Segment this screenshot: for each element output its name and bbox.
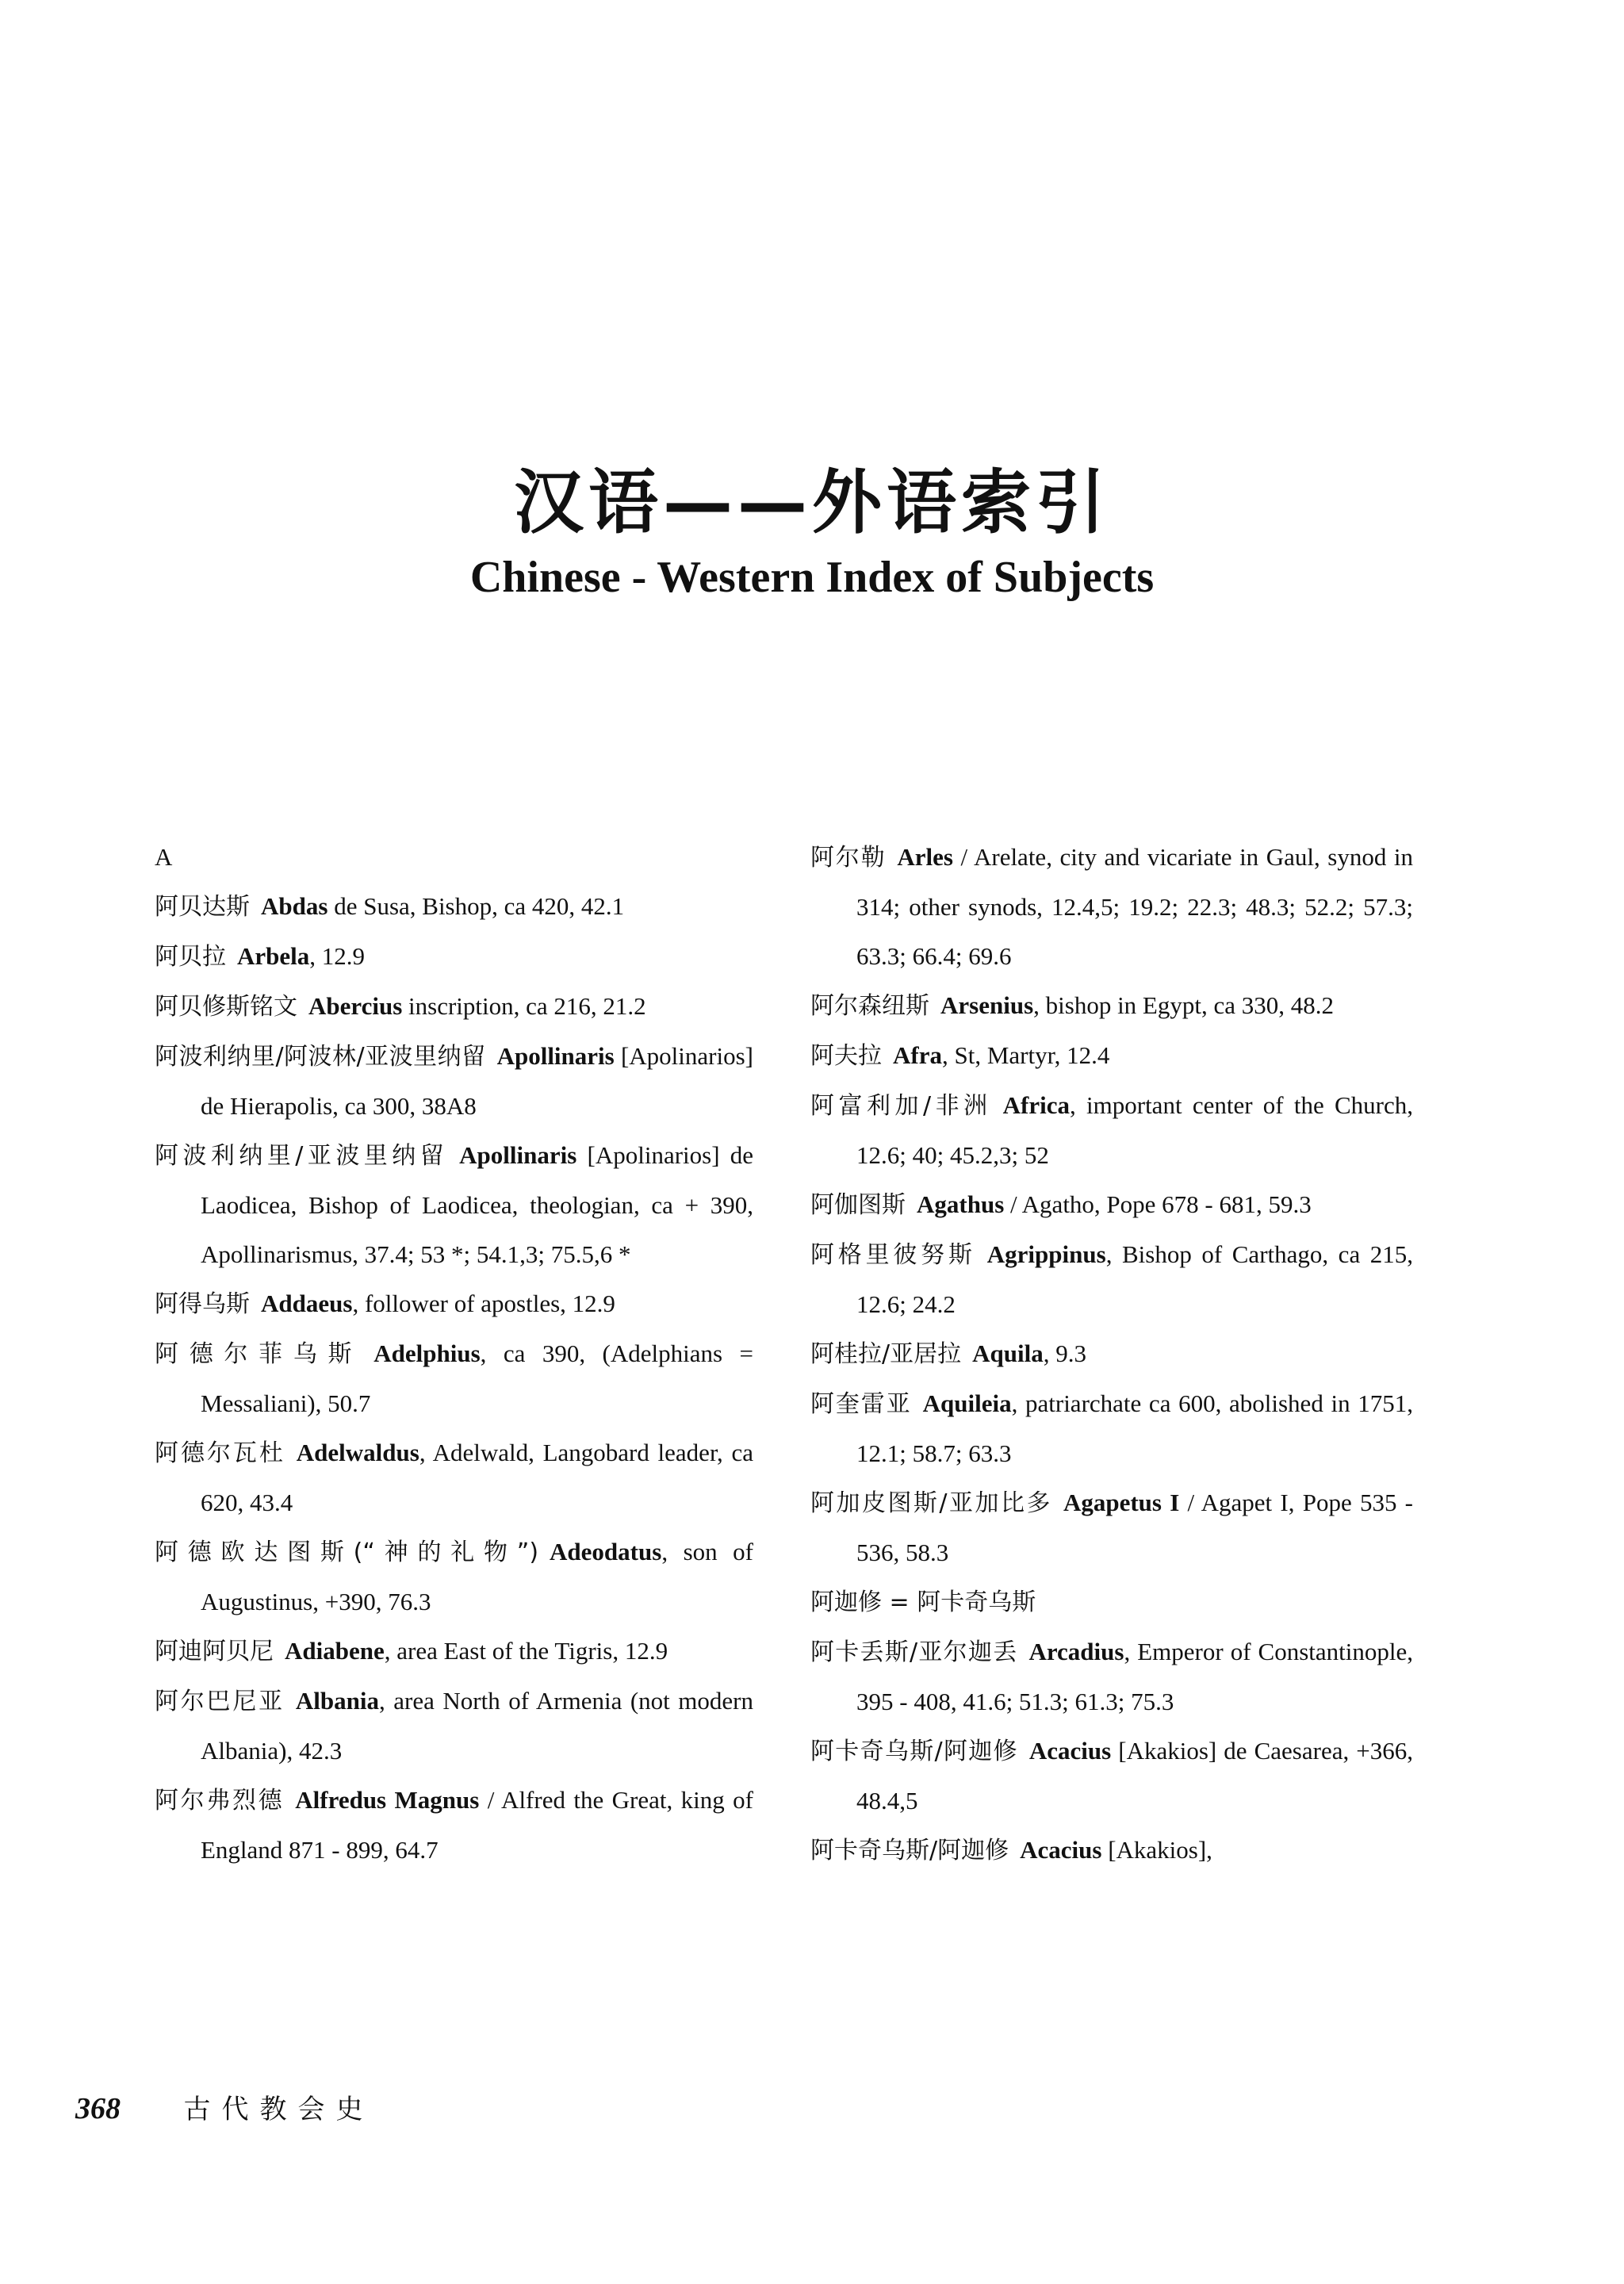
entry-chinese-term: 阿伽图斯 — [810, 1191, 906, 1219]
entry-western-term: Adeodatus — [550, 1538, 662, 1565]
entry-western-term: Albania — [295, 1687, 379, 1715]
entry-chinese-term: 阿波利纳里/阿波林/亚波里纳留 — [155, 1043, 486, 1071]
entry-details: / Agatho, Pope 678 - 681, 59.3 — [1004, 1190, 1312, 1218]
entry-western-term: Arbela — [237, 942, 310, 970]
entry-chinese-term: 阿加皮图斯/亚加比多 — [810, 1489, 1052, 1517]
entry-details: , 9.3 — [1043, 1339, 1086, 1367]
entry-chinese-term: 阿桂拉/亚居拉 — [810, 1340, 962, 1368]
entry-details: / Agapet I, Pope 535 - 536, 58.3 — [856, 1489, 1413, 1566]
index-entry — [810, 1329, 1413, 1379]
entry-western-term: Aquileia — [922, 1389, 1012, 1417]
index-entry — [810, 1478, 1413, 1577]
entry-details: [Apolinarios] de Hierapolis, ca 300, 38A8 — [201, 1042, 753, 1120]
entry-western-term: Arles — [897, 843, 953, 871]
index-column-left — [155, 833, 753, 1875]
section-letter: A — [155, 843, 173, 871]
entry-western-term: Abercius — [308, 992, 403, 1020]
entry-chinese-term: 阿尔巴尼亚 — [155, 1688, 285, 1715]
page-footer — [75, 2094, 374, 2124]
entry-details: , ca 390, (Adelphians = Messaliani), 50.7 — [201, 1339, 754, 1417]
entry-western-term: Apollinaris — [496, 1042, 615, 1070]
entry-western-term: Acacius — [1028, 1737, 1112, 1765]
entry-chinese-term: 阿波利纳里/亚波里纳留 — [155, 1142, 449, 1170]
entry-details: / Arelate, city and vicariate in Gaul, synod in 314; other synods, 12.4,5; 19.2; 22.3; 48.3; 52.2; 57.3; 63.3; 66.4; 69.6 — [856, 843, 1414, 970]
entry-chinese-term: 阿德欧达图斯(“神的礼物”) — [155, 1539, 539, 1566]
entry-details: , follower of apostles, 12.9 — [352, 1290, 615, 1317]
entry-western-term: Apollinaris — [459, 1141, 577, 1169]
book-title: 古代教会史 — [183, 2094, 374, 2125]
index-entry — [810, 1577, 1413, 1627]
entry-western-term: Agapetus I — [1063, 1489, 1180, 1516]
entry-details: , Adelwald, Langobard leader, ca 620, 43.4 — [201, 1439, 754, 1516]
entry-details: , area East of the Tigris, 12.9 — [384, 1637, 668, 1665]
entry-western-term: Africa — [1002, 1091, 1071, 1119]
entry-details: inscription, ca 216, 21.2 — [402, 992, 646, 1020]
entry-chinese-term: 阿富利加/非洲 — [810, 1092, 992, 1120]
index-entry — [810, 1726, 1413, 1826]
page-title-english: Chinese - Western Index of Subjects — [469, 553, 1155, 602]
index-entry — [155, 882, 753, 932]
page-title-chinese: 汉语——外语索引 — [513, 462, 1110, 543]
entry-chinese-term: 阿迦修 = 阿卡奇乌斯 — [810, 1588, 1036, 1616]
index-entry — [155, 1677, 753, 1776]
entry-western-term: Agrippinus — [986, 1240, 1106, 1268]
entry-western-term: Arcadius — [1028, 1638, 1124, 1665]
index-entry — [155, 1627, 753, 1677]
index-entry — [810, 833, 1413, 981]
entry-details: , patriarchate ca 600, abolished in 1751, 12.1; 58.7; 63.3 — [856, 1389, 1413, 1467]
index-entry — [810, 1031, 1413, 1081]
entry-chinese-term: 阿贝拉 — [155, 943, 226, 971]
index-entry — [155, 932, 753, 982]
index-entry — [810, 1379, 1413, 1478]
entry-western-term: Adelwaldus — [296, 1439, 419, 1466]
index-entry — [155, 1428, 753, 1527]
index-entry — [155, 1776, 753, 1875]
entry-details: [Akakios] de Caesarea, +366, 48.4,5 — [856, 1737, 1414, 1815]
entry-details: de Susa, Bishop, ca 420, 42.1 — [327, 892, 625, 920]
page-number: 368 — [75, 2092, 121, 2125]
entry-chinese-term: 阿迪阿贝尼 — [155, 1638, 274, 1665]
index-entry — [810, 1826, 1413, 1876]
entry-western-term: Adiabene — [285, 1637, 385, 1665]
entry-details: , Emperor of Constantinople, 395 - 408, 41.6; 51.3; 61.3; 75.3 — [856, 1638, 1413, 1715]
entry-details: , important center of the Church, 12.6; 40; 45.2,3; 52 — [856, 1091, 1414, 1169]
index-entry — [155, 1032, 753, 1131]
entry-western-term: Afra — [893, 1041, 942, 1069]
entry-western-term: Adelphius — [373, 1339, 481, 1367]
entry-western-term: Arsenius — [940, 991, 1034, 1019]
entry-western-term: Abdas — [261, 892, 328, 920]
entry-chinese-term: 阿贝修斯铭文 — [155, 993, 297, 1021]
index-entry — [810, 1180, 1413, 1230]
entry-details: / Alfred the Great, king of England 871 - 899, 64.7 — [201, 1786, 753, 1864]
index-entry — [810, 1230, 1413, 1329]
entry-chinese-term: 阿夫拉 — [810, 1042, 882, 1070]
index-entry — [810, 981, 1413, 1031]
entry-western-term: Addaeus — [261, 1290, 353, 1317]
index-entry — [155, 1279, 753, 1329]
index-entry — [155, 1131, 753, 1279]
entry-chinese-term: 阿格里彼努斯 — [810, 1241, 976, 1269]
index-entry — [155, 1527, 753, 1627]
index-entry — [810, 1081, 1413, 1180]
entry-chinese-term: 阿贝达斯 — [155, 893, 250, 921]
entry-chinese-term: 阿卡丢斯/亚尔迦丢 — [810, 1638, 1018, 1666]
entry-chinese-term: 阿奎雷亚 — [810, 1390, 912, 1418]
entry-western-term: Aquila — [972, 1339, 1044, 1367]
entry-western-term: Alfredus Magnus — [295, 1786, 480, 1814]
entry-chinese-term: 阿德尔瓦杜 — [155, 1439, 285, 1467]
right-entry-list — [810, 833, 1413, 1876]
entry-chinese-term: 阿尔森纽斯 — [810, 992, 929, 1020]
entry-details: , 12.9 — [309, 942, 366, 970]
entry-details: [Akakios], — [1101, 1836, 1212, 1864]
entry-chinese-term: 阿得乌斯 — [155, 1290, 250, 1318]
entry-details: , son of Augustinus, +390, 76.3 — [201, 1538, 754, 1615]
entry-chinese-term: 阿尔弗烈德 — [155, 1787, 285, 1815]
entry-western-term: Acacius — [1020, 1836, 1102, 1864]
entry-details: [Apolinarios] de Laodicea, Bishop of Laodicea, theologian, ca + 390, Apollinarismus, 37.4; 53 *; 54.1,3; 75.5,6 * — [201, 1141, 754, 1268]
entry-chinese-term: 阿卡奇乌斯/阿迦修 — [810, 1738, 1018, 1765]
entry-chinese-term: 阿德尔菲乌斯 — [155, 1340, 363, 1368]
index-entry — [155, 1329, 753, 1428]
entry-chinese-term: 阿尔勒 — [810, 844, 887, 872]
entry-chinese-term: 阿卡奇乌斯/阿迦修 — [810, 1837, 1009, 1864]
entry-details: , Bishop of Carthago, ca 215, 12.6; 24.2 — [856, 1240, 1413, 1318]
entry-details: , bishop in Egypt, ca 330, 48.2 — [1033, 991, 1334, 1019]
entry-details: , area North of Armenia (not modern Albania), 42.3 — [201, 1687, 754, 1765]
entry-details: , St, Martyr, 12.4 — [941, 1041, 1110, 1069]
index-column-right — [810, 833, 1413, 1876]
entry-western-term: Agathus — [917, 1190, 1005, 1218]
index-entry — [155, 982, 753, 1032]
index-entry — [810, 1627, 1413, 1726]
left-entry-list — [155, 882, 753, 1875]
